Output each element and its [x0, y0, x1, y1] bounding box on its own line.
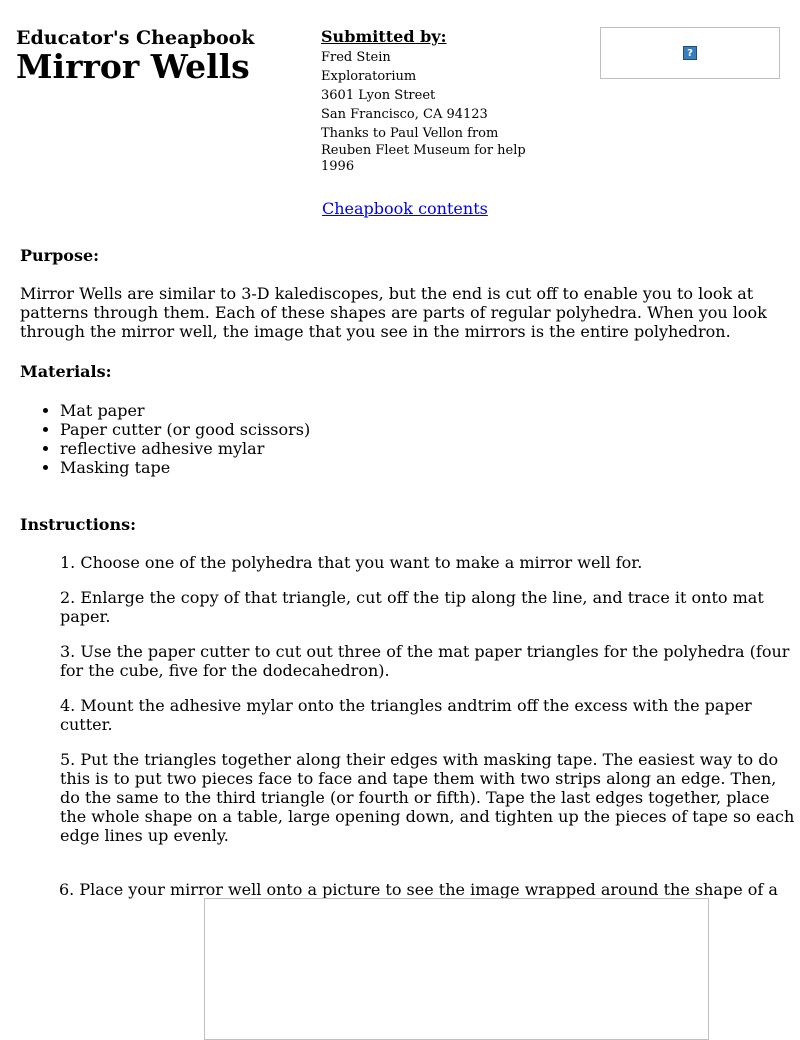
instruction-step-3: 3. Use the paper cutter to cut out three of the mat paper triangles for the polyhedra (four for the cube, five for the dodecahedron).: [60, 642, 790, 680]
cheapbook-contents-link[interactable]: Cheapbook contents: [322, 199, 488, 218]
submitter-street: 3601 Lyon Street: [321, 88, 436, 103]
page-title: Mirror Wells: [16, 47, 250, 86]
instruction-step-5: 5. Put the triangles together along their edges with masking tape. The easiest way to do this is to put two pieces face to face and tape them with two strips along an edge. Then, do the same to the third triangle (or fourth or fifth). Tape the last edges together, place the whole shape on a table, large opening down, and tighten up the pieces of tape so each edge lines up evenly.: [60, 750, 795, 845]
submitter-city: San Francisco, CA 94123: [321, 107, 488, 122]
submitted-by-label: Submitted by:: [321, 27, 447, 46]
instruction-step-1: 1. Choose one of the polyhedra that you want to make a mirror well for.: [60, 553, 643, 572]
list-item: • Mat paper: [60, 401, 310, 420]
instruction-step-4: 4. Mount the adhesive mylar onto the triangles andtrim off the excess with the paper cutter.: [60, 696, 752, 734]
purpose-heading: Purpose:: [20, 246, 100, 265]
series-title: Educator's Cheapbook: [16, 27, 255, 49]
submitted-by-block: [321, 27, 526, 175]
thanks-line-1: Thanks to Paul Vellon from: [321, 126, 499, 141]
header-image-placeholder: [600, 27, 780, 79]
instruction-step-6: 6. Place your mirror well onto a picture to see the image wrapped around the shape of a: [59, 880, 778, 899]
purpose-text: Mirror Wells are similar to 3-D kalediscopes, but the end is cut off to enable you to look at patterns through them. Each of these shapes are parts of regular polyhedra. When you look through the mirror well, the image that you see in the mirrors is the entire polyhedron.: [20, 284, 767, 341]
broken-image-icon: ?: [683, 46, 697, 60]
polyhedra-image-placeholder: [204, 898, 709, 1040]
thanks-line-2: Reuben Fleet Museum for help: [321, 143, 526, 158]
list-item: • Paper cutter (or good scissors): [60, 420, 310, 439]
submitted-year: 1996: [321, 159, 355, 174]
instruction-step-2: 2. Enlarge the copy of that triangle, cut off the tip along the line, and trace it onto mat paper.: [60, 588, 764, 626]
materials-heading: Materials:: [20, 362, 112, 381]
list-item: • reflective adhesive mylar: [60, 439, 310, 458]
materials-list: [20, 401, 310, 477]
submitter-org: Exploratorium: [321, 69, 417, 84]
instructions-heading: Instructions:: [20, 515, 137, 534]
submitter-name: Fred Stein: [321, 50, 391, 65]
list-item: • Masking tape: [60, 458, 310, 477]
